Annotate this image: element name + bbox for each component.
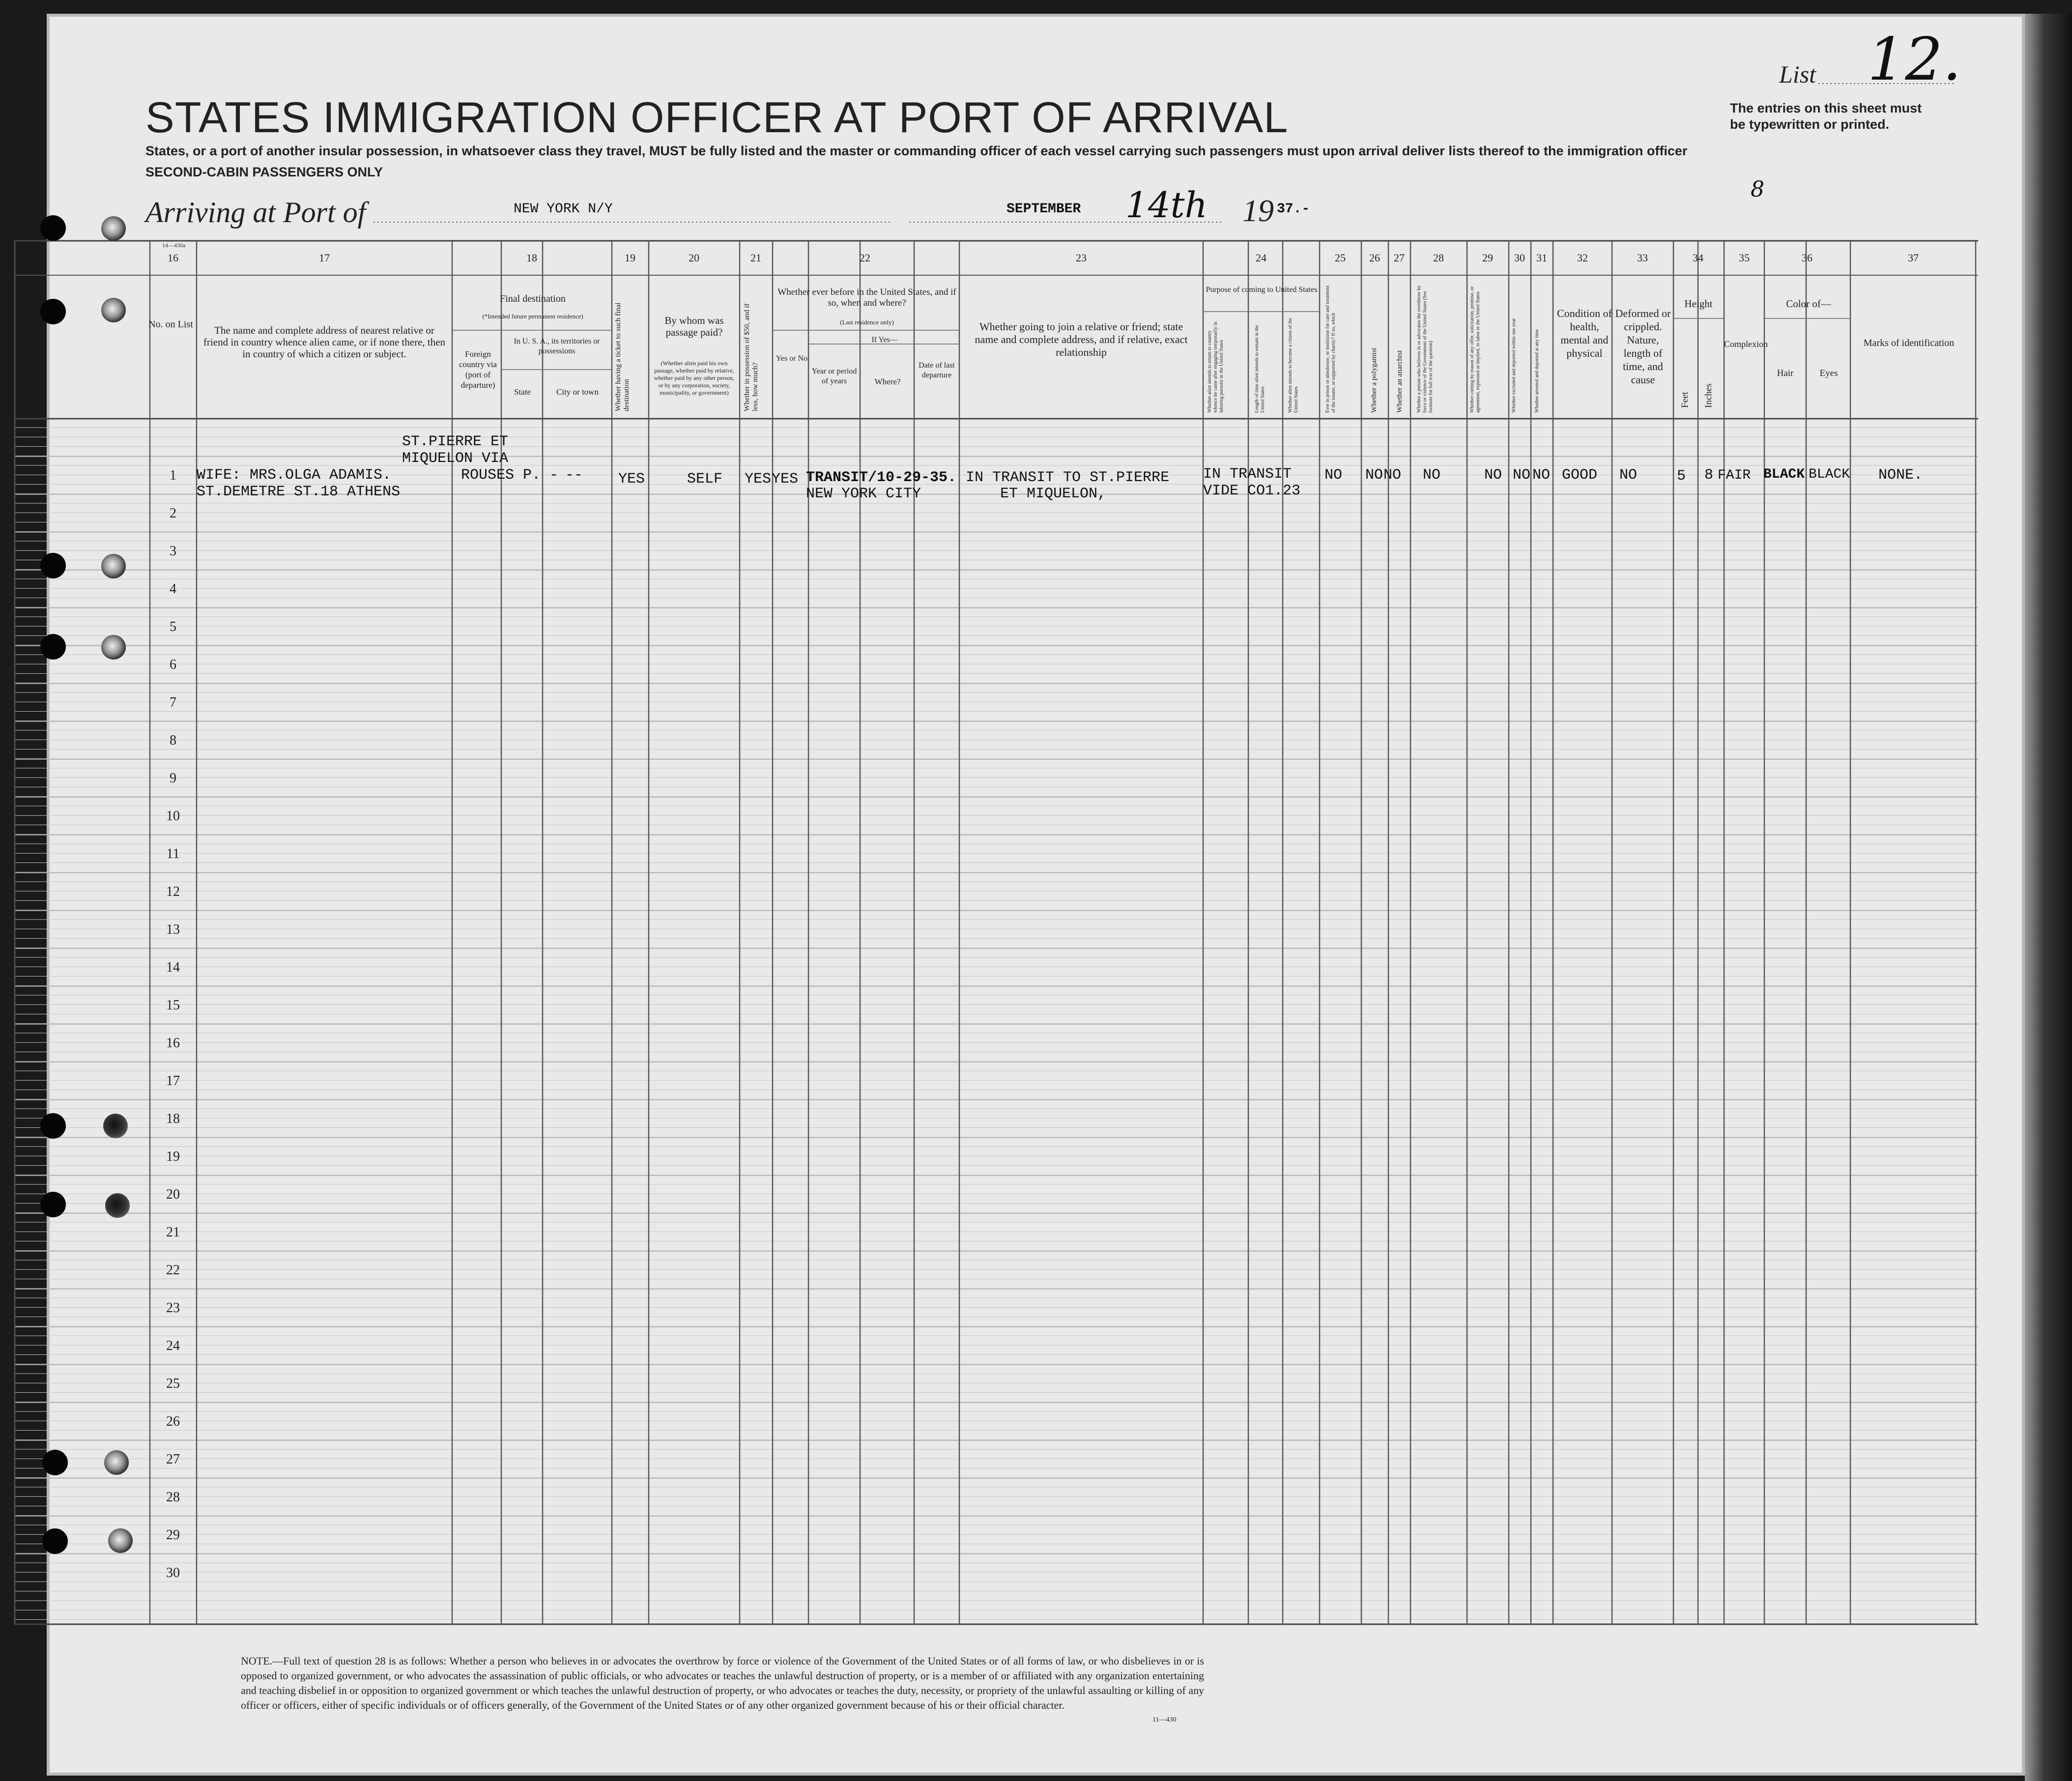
eyelet: [101, 554, 126, 578]
header-c24-c: Whether alien intends to become a citizen of the United States: [1288, 317, 1299, 413]
row-number: 14: [166, 960, 180, 975]
entry-relative-line1: WIFE: MRS.OLGA ADAMIS.: [197, 467, 392, 484]
column-number: 18: [526, 252, 537, 264]
entry-city: --: [565, 467, 583, 484]
header-c33: Deformed or crippled. Nature, length of time, and cause: [1615, 307, 1671, 386]
column-number: 30: [1514, 252, 1525, 264]
entries-note-2: be typewritten or printed.: [1730, 117, 1890, 132]
column-number: 19: [625, 252, 635, 264]
header-c18-state: State: [514, 387, 531, 397]
footnote: NOTE.—Full text of question 28 is as follows: Whether a person who believes in or advocates the overthrow by force or violence of the Government of the United States or of all forms of law, or who disbelieves in or is opposed to organized government, or who advocates the assassination of public officials, or who advocates or teaches the unlawful destruction of property, or is a member of or affiliated with any organization entertaining and teaching disbelief in or opposition to organized government or which teaches the unlawful destruction of property, or who advocates or teaches the duty, necessity, or propriety of the unlawful assaulting or killing of any officer or officers, either of specific individuals or of officers generally, of the Government of the United States or of any other organized government because of his or their official character.: [241, 1655, 1204, 1711]
column-number: 26: [1369, 252, 1380, 264]
header-c22-title: Whether ever before in the United States, and if so, when and where?: [777, 287, 956, 308]
entry-hair: BLACK: [1763, 467, 1805, 482]
entry-passage-paid: SELF: [687, 471, 723, 488]
class-line: SECOND-CABIN PASSENGERS ONLY: [145, 165, 383, 179]
row-number: 22: [166, 1263, 180, 1278]
entry-joining-l1: IN TRANSIT TO ST.PIERRE: [966, 469, 1170, 486]
row-number: 28: [166, 1490, 180, 1505]
header-c18-title: Final destination: [500, 293, 566, 304]
row-number: 25: [166, 1376, 180, 1391]
entry-before-l1: TRANSIT/10-29-35.: [806, 469, 957, 486]
binder-hole: [42, 1528, 68, 1554]
column-number: 16: [168, 252, 178, 264]
column-number: 33: [1637, 252, 1648, 264]
row-number: 26: [166, 1414, 180, 1429]
header-c26: Whether a polygamist: [1370, 347, 1378, 413]
row-number: 2: [170, 506, 176, 521]
header-c29: Whether coming by reason of any offer, solicitation, promise, or agreement, expressed or implied, to labor in the United States: [1469, 286, 1481, 413]
header-c23: Whether going to join a relative or friend; state name and complete address, and if relative, exact relationship: [975, 320, 1188, 358]
page-title: STATES IMMIGRATION OFFICER AT PORT OF ARRIVAL: [145, 93, 1289, 142]
arriving-label: Arriving at Port of: [145, 196, 366, 229]
header-c34-feet: Feet: [1680, 392, 1690, 408]
row-number: 11: [166, 846, 180, 862]
column-number: 36: [1802, 252, 1813, 264]
row-number: 15: [166, 998, 180, 1013]
entry-ticket: YES: [618, 471, 645, 488]
entry-relative-line2: ST.DEMETRE ST.18 ATHENS: [197, 484, 401, 500]
header-c22-sub: (Last residence only): [840, 318, 894, 326]
row-number: 19: [166, 1149, 180, 1164]
row-number: 13: [166, 922, 180, 937]
row-number: 16: [166, 1035, 180, 1051]
year-prefix: 19: [1242, 193, 1274, 228]
binder-hole: [40, 299, 66, 324]
header-c34-title: Height: [1684, 298, 1713, 310]
row-number: 9: [170, 771, 176, 786]
entry-foreign-l1: ST.PIERRE ET: [402, 433, 509, 450]
binder-hole: [40, 553, 66, 578]
row-number: 12: [166, 884, 180, 899]
binder-hole: [42, 1450, 68, 1475]
binder-hole: [40, 215, 66, 241]
column-number: 20: [689, 252, 699, 264]
entry-anarchist: NO: [1383, 467, 1402, 484]
instructions: States, or a port of another insular possession, in whatsoever class they travel, MUST be fully listed and the master or commanding officer of each vessel carrying such passengers must upon arrival deliver lists thereof to the immigration officer: [145, 144, 1688, 158]
entry-eyes: BLACK: [1809, 467, 1850, 482]
month-value: SEPTEMBER: [1007, 201, 1081, 217]
header-c18-sub: (*Intended future permanent residence): [482, 313, 583, 320]
entry-height-feet: 5: [1677, 468, 1686, 485]
column-number: 21: [750, 252, 761, 264]
header-c31: Whether arrested and deported at any time: [1534, 329, 1540, 413]
header-c35: Complexion: [1724, 339, 1768, 349]
eyelet: [103, 1114, 128, 1138]
header-c16: No. on List: [148, 319, 193, 330]
eyelet: [101, 216, 126, 241]
header-c32: Condition of health, mental and physical: [1557, 307, 1612, 359]
column-number: 25: [1335, 252, 1346, 264]
row-number: 27: [166, 1452, 180, 1467]
column-number: 27: [1394, 252, 1405, 264]
entry-purpose-l1: IN TRANSIT: [1203, 466, 1292, 483]
entry-marks: NONE.: [1878, 467, 1923, 484]
entry-foreign-l3: ROUSES P. -: [461, 467, 559, 484]
header-c22-ifyes: If Yes—: [871, 336, 898, 344]
header-c28: Whether a person who believes in or advocates the overthrow by force or violence of the Government of the United States (See footnote for full text of the question): [1416, 285, 1434, 413]
header-c18-city: City or town: [556, 387, 599, 397]
entry-complexion: FAIR: [1718, 468, 1751, 483]
column-number: 24: [1256, 252, 1266, 264]
column-number: 17: [319, 252, 330, 264]
row-number: 10: [166, 808, 180, 824]
entry-height-inches: 8: [1704, 467, 1714, 484]
header-c25: Ever in prison or almshouse, or institution for care and treatment of the insane, or supported by charity? If so, which: [1325, 285, 1336, 413]
entry-money: YES: [745, 471, 772, 488]
row-number: 6: [170, 657, 176, 672]
row-number: 4: [170, 581, 176, 597]
row-number: 17: [166, 1073, 180, 1089]
header-c20-sub: (Whether alien paid his own passage, whether paid by relative, whether paid by any other person, or by any corporation, society, municipality, or government): [654, 360, 735, 396]
eyelet: [105, 1193, 130, 1218]
header-c37: Marks of identification: [1863, 338, 1955, 348]
column-number: 35: [1739, 252, 1750, 264]
entry-foreign-l2: MIQUELON VIA: [402, 450, 509, 467]
header-c19: Whether having a ticket to such final destination: [614, 302, 631, 411]
row-number: 29: [166, 1527, 180, 1543]
header-c24-a: Whether alien intends to return to country whence he came after engaging temporarily in laboring pursuits in the United States: [1207, 321, 1224, 413]
entry-polygamist: NO: [1365, 467, 1383, 484]
binder-hole: [40, 634, 66, 660]
header-c36-title: Color of—: [1786, 298, 1831, 310]
row-number: 23: [166, 1300, 180, 1316]
day-value: 14th: [1125, 184, 1208, 226]
column-number: 22: [860, 252, 870, 264]
eyelet: [101, 635, 126, 660]
column-number: 31: [1536, 252, 1547, 264]
header-c27: Whether an anarchist: [1396, 350, 1404, 413]
header-c34-inches: Inches: [1703, 383, 1714, 408]
entry-excluded: NO: [1513, 467, 1531, 484]
entry-offer: NO: [1484, 467, 1502, 484]
column-number: 34: [1693, 252, 1703, 264]
row-number: 1: [170, 468, 176, 483]
form-code-top: 14—430a: [162, 242, 186, 249]
entry-overthrow: NO: [1423, 467, 1441, 484]
entry-before-yesno: YES: [772, 471, 799, 488]
row-number: 7: [170, 695, 176, 710]
row-number: 3: [170, 544, 176, 559]
column-number: 28: [1433, 252, 1444, 264]
header-c18-foreign: Foreign country via (port of departure): [459, 349, 497, 390]
entry-health: GOOD: [1562, 467, 1598, 484]
header-c22-date: Date of last departure: [919, 361, 955, 379]
entry-deported: NO: [1532, 467, 1551, 484]
row-number: 21: [166, 1225, 180, 1240]
column-number: 29: [1482, 252, 1493, 264]
binder-hole: [40, 1113, 66, 1139]
row-number: 20: [166, 1187, 180, 1202]
eyelet: [104, 1450, 129, 1475]
row-number: 8: [170, 733, 176, 748]
row-number: 5: [170, 619, 176, 634]
handwritten-mark: 8: [1751, 177, 1764, 202]
list-label: List: [1779, 60, 1816, 88]
header-c22-year: Year or period of years: [811, 367, 857, 385]
footnote-form-code: 11—430: [1152, 1716, 1177, 1724]
list-number: 12.: [1868, 26, 1961, 94]
port-value: NEW YORK N/Y: [514, 201, 613, 217]
column-number: 32: [1577, 252, 1588, 264]
header-c18-usa: In U. S. A., its territories or possessions: [514, 337, 600, 355]
row-number: 18: [166, 1111, 180, 1126]
header-c36-eyes: Eyes: [1819, 368, 1838, 378]
binder-hole: [40, 1192, 66, 1217]
column-number: 37: [1908, 252, 1919, 264]
entry-deformed: NO: [1619, 467, 1638, 484]
row-number: 30: [166, 1565, 180, 1580]
header-c22-where: Where?: [874, 377, 901, 386]
column-number: 23: [1076, 252, 1087, 264]
header-c36-hair: Hair: [1777, 368, 1794, 378]
eyelet: [101, 298, 126, 322]
header-c20-main: By whom was passage paid?: [664, 315, 724, 338]
header-c22-yesno: Yes or No: [776, 354, 808, 363]
header-c24-b: Length of time alien intends to remain in the United States: [1254, 325, 1266, 413]
entry-purpose-l2: VIDE CO1.23: [1203, 483, 1301, 499]
entry-prison: NO: [1324, 467, 1343, 484]
header-c30: Whether excluded and deported within one year: [1511, 318, 1517, 413]
header-c17: The name and complete address of nearest relative or friend in country whence alien came, or if none there, then in country of which a citizen or subject.: [203, 324, 446, 360]
entry-joining-l2: ET MIQUELON,: [1000, 486, 1107, 502]
header-c21: Whether in possession of $50, and if less, how much?: [743, 303, 759, 411]
entries-note-1: The entries on this sheet must: [1730, 101, 1922, 115]
row-number: 24: [166, 1338, 180, 1353]
entry-before-l2: NEW YORK CITY: [806, 486, 921, 502]
year-suffix: 37.-: [1277, 201, 1310, 217]
header-c24-title: Purpose of coming to United States: [1206, 286, 1318, 294]
eyelet: [108, 1528, 133, 1553]
